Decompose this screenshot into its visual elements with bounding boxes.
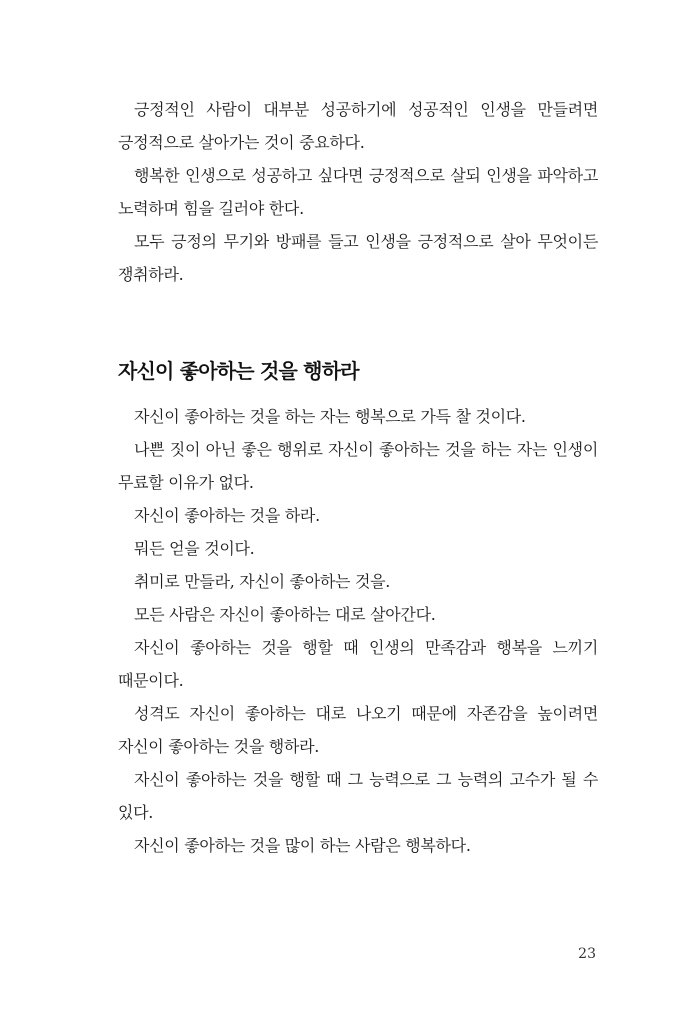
section-paragraph: 자신이 좋아하는 것을 많이 하는 사람은 행복하다.	[134, 836, 471, 855]
intro-text-block	[118, 93, 598, 291]
section-paragraph: 자신이 좋아하는 것을 행할 때 인생의 만족감과 행복을 느끼기 때문이다.	[118, 638, 598, 690]
section-paragraph: 취미로 만들라, 자신이 좋아하는 것을.	[134, 572, 391, 591]
section-heading: 자신이 좋아하는 것을 행하라	[118, 359, 359, 383]
intro-paragraph: 행복한 인생으로 성공하고 싶다면 긍정적으로 살되 인생을 파악하고 노력하며 힘을 길러야 한다.	[118, 166, 598, 218]
section-paragraph: 성격도 자신이 좋아하는 대로 나오기 때문에 자존감을 높이려면 자신이 좋아하는 것을 행하라.	[118, 704, 598, 756]
intro-paragraph: 긍정적인 사람이 대부분 성공하기에 성공적인 인생을 만들려면 긍정적으로 살아가는 것이 중요하다.	[118, 100, 598, 152]
page-number: 23	[578, 946, 596, 962]
section-paragraph: 자신이 좋아하는 것을 하는 자는 행복으로 가득 찰 것이다.	[134, 407, 526, 426]
section-paragraph: 나쁜 짓이 아닌 좋은 행위로 자신이 좋아하는 것을 하는 자는 인생이 무료할 이유가 없다.	[118, 440, 598, 492]
section-text-block	[118, 400, 598, 862]
section-paragraph: 자신이 좋아하는 것을 하라.	[134, 506, 320, 525]
intro-paragraph: 모두 긍정의 무기와 방패를 들고 인생을 긍정적으로 살아 무엇이든 쟁취하라.	[118, 232, 598, 284]
section-paragraph: 자신이 좋아하는 것을 행할 때 그 능력으로 그 능력의 고수가 될 수 있다.	[118, 770, 598, 822]
section-paragraph: 모든 사람은 자신이 좋아하는 대로 살아간다.	[134, 605, 436, 624]
section-paragraph: 뭐든 얻을 것이다.	[134, 539, 255, 558]
